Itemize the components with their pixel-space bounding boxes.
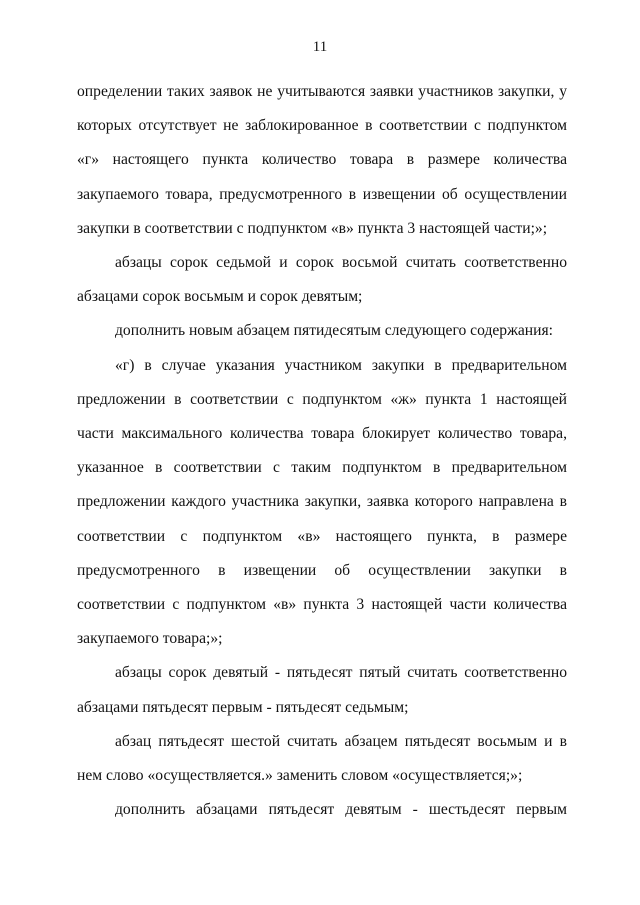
paragraph-4: «г) в случае указания участником закупки в предварительном предложении в соответствии с подпунктом «ж» пункта 1 настоящей части максимального количества товара блокирует количество товара, указанное в соответствии с таким подпунктом в предварительном предложении каждого участника закупки, заявка которого направлена в соответствии с подпунктом «в» настоящего пункта, в размере предусмотренного в извещении об осуществлении закупки в соответствии с подпунктом «в» пункта 3 настоящей части количества закупаемого товара;»; <box>77 356 567 648</box>
page-number: 11 <box>312 39 328 55</box>
paragraph-6: абзац пятьдесят шестой считать абзацем пятьдесят восьмым и в нем слово «осуществляется.» заменить словом «осуществляется;»; <box>77 732 567 785</box>
paragraph-2: абзацы сорок седьмой и сорок восьмой считать соответственно абзацами сорок восьмым и сорок девятым; <box>77 254 567 306</box>
paragraph-5: абзацы сорок девятый - пятьдесят пятый считать соответственно абзацами пятьдесят первым - пятьдесят седьмым; <box>77 664 567 716</box>
paragraph-1: определении таких заявок не учитываются заявки участников закупки, у которых отсутствует не заблокированное в соответствии с подпунктом «г» настоящего пункта количество товара в размере количества закупаемого товара, предусмотренного в извещении об осуществлении закупки в соответствии с подпунктом «в» пункта 3 настоящей части;»; <box>77 83 567 237</box>
document-body <box>77 75 567 827</box>
paragraph-3: дополнить новым абзацем пятидесятым следующего содержания: <box>115 322 553 340</box>
paragraph-7: дополнить абзацами пятьдесят девятым - шестьдесят первым <box>115 801 567 819</box>
